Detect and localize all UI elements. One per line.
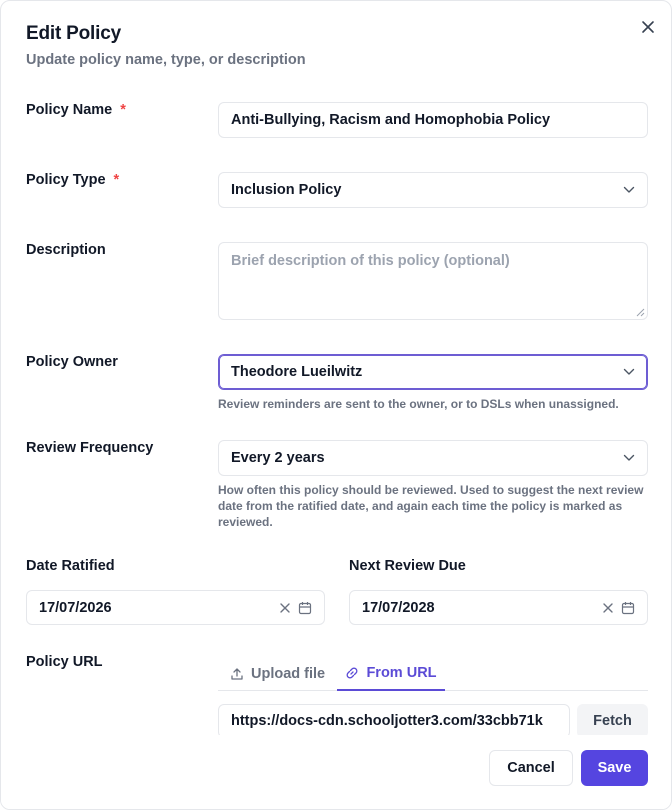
required-marker: *	[113, 172, 120, 188]
policy-name-input[interactable]	[218, 102, 648, 138]
chevron-down-icon	[623, 454, 635, 462]
close-icon[interactable]	[638, 17, 658, 37]
save-button[interactable]: Save	[581, 750, 648, 786]
policy-name-label	[26, 102, 126, 118]
calendar-icon[interactable]	[621, 601, 635, 615]
date-ratified-value: 17/07/2026	[39, 599, 112, 616]
cancel-button[interactable]: Cancel	[489, 750, 573, 786]
policy-name-label-text: Policy Name	[26, 102, 113, 118]
policy-type-value: Inclusion Policy	[231, 182, 342, 198]
review-frequency-help: How often this policy should be reviewed. Used to suggest the next review date from the ratified date, and again each time the policy is marked as reviewed.	[218, 483, 644, 529]
clear-icon[interactable]	[601, 601, 615, 615]
policy-type-label-text: Policy Type	[26, 172, 106, 188]
policy-owner-help: Review reminders are sent to the owner, or to DSLs when unassigned.	[218, 397, 619, 411]
review-frequency-label: Review Frequency	[26, 440, 154, 456]
fetch-button[interactable]: Fetch	[577, 704, 648, 738]
tab-from-url-label: From URL	[366, 665, 437, 681]
upload-icon	[230, 667, 244, 681]
calendar-icon[interactable]	[298, 601, 312, 615]
description-placeholder: Brief description of this policy (optional)	[231, 253, 510, 269]
policy-url-label: Policy URL	[26, 654, 103, 670]
dialog-subtitle: Update policy name, type, or description	[26, 52, 306, 68]
clear-icon[interactable]	[278, 601, 292, 615]
description-label: Description	[26, 242, 106, 258]
policy-type-label	[26, 172, 119, 188]
review-frequency-value: Every 2 years	[231, 450, 325, 466]
policy-url-value: https://docs-cdn.schooljotter3.com/33cbb71k	[231, 713, 543, 729]
date-ratified-input[interactable]	[26, 590, 325, 625]
date-ratified-label: Date Ratified	[26, 558, 115, 574]
required-marker: *	[120, 102, 126, 118]
review-frequency-select[interactable]	[218, 440, 648, 476]
policy-url-tabs	[218, 657, 648, 691]
policy-owner-select[interactable]	[218, 354, 648, 390]
link-icon	[345, 666, 359, 680]
tab-upload-file[interactable]	[230, 657, 325, 691]
next-review-due-label: Next Review Due	[349, 558, 466, 574]
description-textarea[interactable]	[218, 242, 648, 320]
policy-owner-value: Theodore Lueilwitz	[231, 364, 363, 380]
chevron-down-icon	[623, 368, 635, 376]
policy-type-select[interactable]	[218, 172, 648, 208]
policy-owner-label: Policy Owner	[26, 354, 118, 370]
chevron-down-icon	[623, 186, 635, 194]
next-review-due-input[interactable]	[349, 590, 648, 625]
policy-url-input[interactable]	[218, 704, 570, 738]
dialog-title: Edit Policy	[26, 23, 121, 44]
tab-upload-file-label: Upload file	[251, 666, 326, 682]
tab-from-url[interactable]	[337, 657, 445, 691]
policy-name-value: Anti-Bullying, Racism and Homophobia Policy	[231, 112, 551, 128]
resize-handle-icon[interactable]	[636, 308, 645, 317]
next-review-due-value: 17/07/2028	[362, 599, 435, 616]
